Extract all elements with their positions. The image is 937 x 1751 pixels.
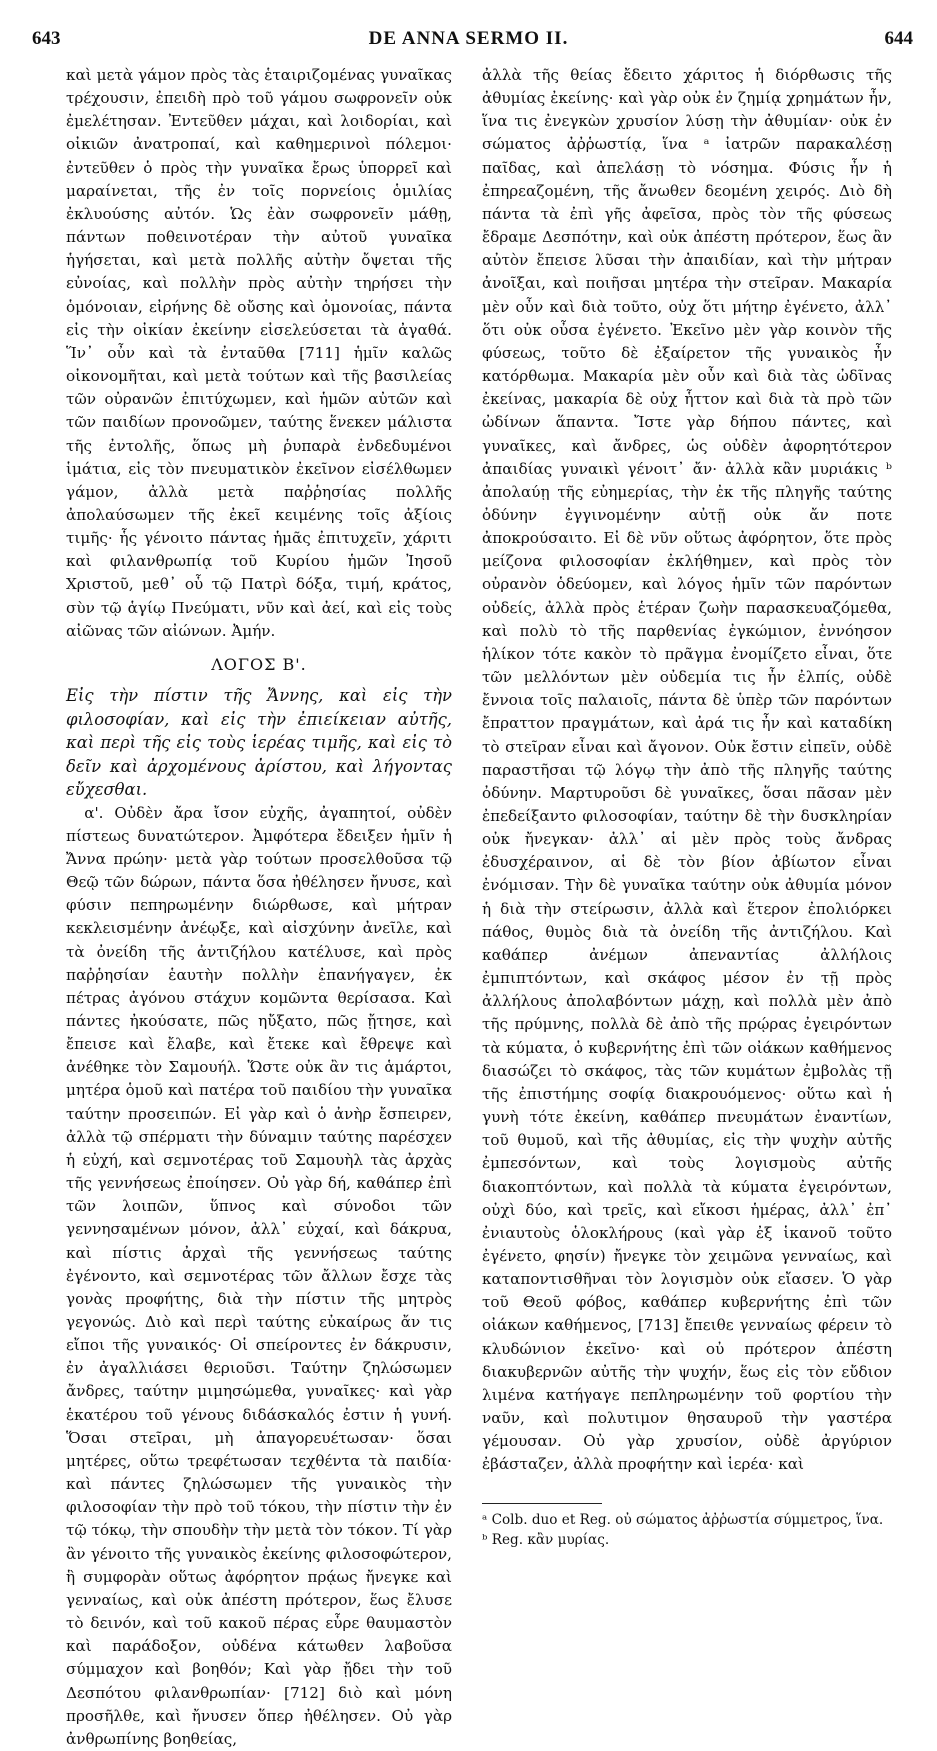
footnote-divider: [482, 1503, 602, 1504]
page-number-left: 643: [32, 28, 61, 49]
body-paragraph: α'. Οὐδὲν ἄρα ἴσον εὐχῆς, ἀγαπητοί, οὐδὲν πίστεως δυνατώτερον. Ἀμφότερα ἔδειξεν ἡμῖν ἡ Ἄννα πρώην· μετὰ γὰρ τούτων προσελθοῦσα τῷ Θεῷ τῶν δώρων, πάντα ὅσα ἠθέλησεν ἤνυσε, καὶ φύσιν πεπηρωμένην διώρθωσε, καὶ μήτραν κεκλεισμένην ἀνέῳξε, καὶ αἰσχύνην ἀνεῖλε, καὶ τὰ ὀνείδη τῆς ἀντιζήλου κατέλυσε, καὶ πρὸς παῤῥησίαν ἑαυτὴν πολλὴν ἐπανήγαγεν, ἐκ πέτρας ἀγόνου στάχυν κομῶντα θερίσασα. Καὶ πάντες ἠκούσατε, πῶς ηὔξατο, πῶς ᾔτησε, καὶ ἔπεισε καὶ ἔλαβε, καὶ ἔτεκε καὶ ἔθρεψε καὶ ἀνέθηκε τὸν Σαμουήλ. Ὥστε οὐκ ἂν τις ἁμάρτοι, μητέρα ὁμοῦ καὶ πατέρα τοῦ παιδίου τὴν γυναῖκα ταύτην προσειπών. Εἰ γὰρ καὶ ὁ ἀνὴρ ἔσπειρεν, ἀλλὰ τῷ σπέρματι τὴν δύναμιν ταύτης παρέσχεν ἡ εὐχή, καὶ σεμνοτέρας τοῦ Σαμουὴλ τὰς ἀρχὰς τῆς γεννήσεως ἐποίησεν. Οὐ γὰρ δή, καθάπερ ἐπὶ τῶν λοιπῶν, ὕπνος καὶ σύνοδοι τῶν γεννησαμένων μόνον, ἀλλ᾽ εὐχαί, καὶ δάκρυα, καὶ πίστις ἀρχαὶ τῆς γεννήσεως ταύτης ἐγένοντο, καὶ σεμνοτέρας τῶν ἄλλων ἔσχε τὰς γονὰς προφήτης, διὰ τὴν πίστιν τῆς μητρὸς γεγονώς. Διὸ καὶ περὶ ταύτης εὐκαίρως ἄν τις εἴποι τῆς γυναικός· Οἱ σπείροντες ἐν δάκρυσιν, ἐν ἀγαλλιάσει θεριοῦσι. Ταύτην ζηλώσωμεν ἄνδρες, ταύτην μιμησώμεθα, γυναῖκες· καὶ γὰρ ἑκατέρου τοῦ γένους διδάσκαλός ἐστιν ἡ γυνή. Ὅσαι στεῖραι, μὴ ἀπαγορευέτωσαν· ὅσαι μητέρες, οὕτω τρεφέτωσαν τεχθέντα τὰ παιδία· καὶ πάντες ζηλώσωμεν τῆς γυναικὸς τὴν φιλοσοφίαν τὴν πρὸ τοῦ τόκου, τὴν πίστιν τὴν ἐν τῷ τόκῳ, τὴν σπουδὴν τὴν μετὰ τὸν τόκον. Τί γὰρ ἂν γένοιτο τῆς γυναικὸς ἐκείνης φιλοσοφώτερον, ἣ συμφορὰν οὕτως ἀφόρητον πρᾴως ἤνεγκε καὶ γενναίως, καὶ οὐκ ἀπέστη πρότερον, ἕως ἔλυσε τὸ δεινόν, καὶ τοῦ κακοῦ πέρας εὗρε θαυμαστὸν καὶ παράδοξον, οὐδένα κάτωθεν λαβοῦσα σύμμαχον καὶ βοηθόν; Καὶ γὰρ ᾔδει τὴν τοῦ Δεσπότου φιλανθρωπίαν· [712] διὸ καὶ μόνη προσῆλθε, καὶ ἤνυσεν ὅπερ ἠθέλησεν. Οὐ γὰρ ἀνθρωπίνης βοηθείας,: [66, 803, 452, 1748]
body-paragraph: ἀλλὰ τῆς θείας ἔδειτο χάριτος ἡ διόρθωσις τῆς ἀθυμίας ἐκείνης· καὶ γὰρ οὐκ ἐν ζημίᾳ χρημάτων ἦν, ἵνα τις ἐνεγκὼν χρυσίον λύσῃ τὴν ἀθυμίαν· οὐκ ἐν σώματος ἀῤῥωστίᾳ, ἵνα ᵃ ἰατρῶν παρακαλέσῃ παῖδας, καὶ ἀπελάσῃ τὸ νόσημα. Φύσις ἦν ἡ ἐπηρεαζομένη, τῆς ἄνωθεν δεομένη χειρός. Διὸ δὴ πάντα τὰ ἐπὶ γῆς ἀφεῖσα, πρὸς τὸν τῆς φύσεως ἔδραμε Δεσπότην, καὶ οὐκ ἀπέστη πρότερον, ἕως ἂν αὐτὸν ἔπεισε λῦσαι τὴν ἀπαιδίαν, καὶ τὴν μήτραν ἀνοῖξαι, καὶ ποιῆσαι μητέρα τὴν στεῖραν. Μακαρία μὲν οὖν καὶ διὰ τοῦτο, οὐχ ὅτι μήτηρ ἐγένετο, ἀλλ᾽ ὅτι οὐκ οὖσα ἐγένετο. Ἐκεῖνο μὲν γὰρ κοινὸν τῆς φύσεως, τοῦτο δὲ ἐξαίρετον τῆς γυναικὸς ἦν κατόρθωμα. Μακαρία μὲν οὖν καὶ διὰ τὰς ὠδῖνας ἐκείνας, μακαρία δὲ οὐχ ἧττον καὶ διὰ τὰ πρὸ τῶν ὠδίνων ἅπαντα. Ἴστε γὰρ δήπου πάντες, καὶ γυναῖκες, καὶ ἄνδρες, ὡς οὐδὲν ἀφορητότερον ἀπαιδίας γυναικὶ γένοιτ᾽ ἄν· ἀλλὰ κἂν μυριάκις ᵇ ἀπολαύῃ τῆς εὐημερίας, τὴν ἐκ τῆς πληγῆς ταύτης ὀδύνην ἐγγινομένην αὐτῇ οὐκ ἄν ποτε ἀποκρούσαιτο. Εἰ δὲ νῦν οὕτως ἀφόρητον, ὅτε πρὸς μείζονα φιλοσοφίαν ἐκλήθημεν, καὶ πρὸς τὸν οὐρανὸν ὁδεύομεν, καὶ λόγος ἡμῖν τῶν παρόντων οὐδείς, ἀλλὰ πρὸς ἑτέραν ζωὴν παρασκευαζόμεθα, καὶ πολὺ τὸ τῆς παρθενίας ἐγκώμιον, ἐννόησον ἡλίκον τότε κακὸν τὸ πρᾶγμα ἐνομίζετο εἶναι, ὅτε τῶν μελλόντων μὲν οὐδεμία τις ἦν ἐλπίς, οὐδὲ ἔννοια τοῖς παλαιοῖς, πάντα δὲ ὑπὲρ τῶν παρόντων ἔπραττον πραγμάτων, καὶ ἀρά τις ἦν καὶ καταδίκη τὸ στεῖραν εἶναι καὶ ἄγονον. Οὐκ ἔστιν εἰπεῖν, οὐδὲ παραστῆσαι τῷ λόγῳ τὴν ἀπὸ τῆς πληγῆς ταύτης ὀδύνην. Μαρτυροῦσι δὲ γυναῖκες, ὅσαι πᾶσαν μὲν ἐπεδείξαντο φιλοσοφίαν, ταύτην δὲ τὴν δυσκληρίαν οὐκ ἤνεγκαν· ἀλλ᾽ αἱ μὲν πρὸς τοὺς ἄνδρας ἐδυσχέραινον, αἱ δὲ τὸν βίον ἀβίωτον εἶναι ἐνόμισαν. Τὴν δὲ γυναῖκα ταύτην οὐκ ἀθυμία μόνον ἡ διὰ τὴν στείρωσιν, ἀλλὰ καὶ ἕτερον ἐπολιόρκει πάθος, θυμὸς διὰ τὰ ὀνείδη τῆς ἀντιζήλου. Καὶ καθάπερ ἀνέμων ἀπεναντίας ἀλλήλοις ἐμπιπτόντων, καὶ σκάφος μέσον ἐν τῇ πρὸς ἀλλήλους ἀπολαβόντων μάχῃ, καὶ πολλὰ μὲν ἀπὸ τῆς πρύμνης, πολλὰ δὲ ἀπὸ τῆς πρῴρας ἐγειρόντων τὰ κύματα, ὁ κυβερνήτης ἐπὶ τῶν οἰάκων καθήμενος διασώζει τὸ σκάφος, τὰς τῶν κυμάτων ἐμβολὰς τῇ τῆς ἐπιστήμης σοφίᾳ διακρουόμενος· οὕτω καὶ ἡ γυνὴ τότε ἐκείνη, καθάπερ πνευμάτων ἐναντίων, τοῦ θυμοῦ, καὶ τῆς ἀθυμίας, εἰς τὴν ψυχὴν αὐτῆς ἐμπεσόντων, καὶ τοὺς λογισμοὺς αὐτῆς διακοπτόντων, καὶ πολλὰ τὰ κύματα ἐγειρόντων, οὐχὶ δύο, καὶ τρεῖς, καὶ εἴκοσι ἡμέρας, ἀλλ᾽ ἐπ᾽ ἐνιαυτοὺς ὁλοκλήρους (καὶ γὰρ ἐξ ἱκανοῦ τοῦτο ἐγένετο, φησίν) ἤνεγκε τὸν χειμῶνα γενναίως, καὶ καταποντισθῆναι τὸν λογισμὸν οὐκ εἴασεν. Ὁ γὰρ τοῦ Θεοῦ φόβος, καθάπερ κυβερνήτης ἐπὶ τῶν οἰάκων καθήμενος, [713] ἔπειθε γενναίως φέρειν τὸ κλυδώνιον ἐκεῖνο· καὶ οὐ πρότερον ἀπέστη διακυβερνῶν αὐτῆς τὴν ψυχήν, ἕως εἰς τὸν εὔδιον λιμένα κατήγαγε πεπληρωμένην τοῦ φορτίου τὴν ναῦν, καὶ πολυτιμον θησαυροῦ τὴν γαστέρα γέμουσαν. Οὐ γὰρ χρυσίον, οὐδὲ ἀργύριον ἐβάσταζεν, ἀλλὰ προφήτην καὶ ἱερέα· καὶ: [482, 66, 892, 1474]
body-paragraph: καὶ μετὰ γάμον πρὸς τὰς ἑταιριζομένας γυναῖκας τρέχουσιν, ἐπειδὴ πρὸ τοῦ γάμου σωφρονεῖν οὐκ ἐμελέτησαν. Ἐντεῦθεν μάχαι, καὶ λοιδορίαι, καὶ οἰκιῶν ἀνατροπαί, καὶ καθημερινοὶ πόλεμοι· ἐντεῦθεν ὁ πρὸς τὴν γυναῖκα ἔρως ὑπορρεῖ καὶ μαραίνεται, τῆς ἐν τοῖς πορνείοις ὁμιλίας ἐκλυούσης αὐτόν. Ὡς ἐὰν σωφρονεῖν μάθῃ, πάντων ποθεινοτέραν τὴν αὐτοῦ γυναῖκα ἡγήσεται, καὶ μετὰ πολλῆς αὐτὴν ὄψεται τῆς εὐνοίας, καὶ πολλὴν πρὸς αὐτὴν τηρήσει τὴν ὁμόνοιαν, εἰρήνης δὲ οὔσης καὶ ὁμονοίας, πάντα εἰς τὴν οἰκίαν ἐκείνην εἰσελεύσεται τὰ ἀγαθά. Ἵν᾽ οὖν καὶ τὰ ἐνταῦθα [711] ἡμῖν καλῶς οἰκονομῆται, καὶ μετὰ τούτων καὶ τῆς βασιλείας τῶν οὐρανῶν ἐπιτύχωμεν, καὶ ἡμῶν αὐτῶν καὶ τῶν παιδίων προνοῶμεν, ταύτης ἕνεκεν μάλιστα τῆς ἐντολῆς, ὅπως μὴ ῥυπαρὰ ἐνδεδυμένοι ἱμάτια, εἰς τὸν πνευματικὸν ἐκεῖνον εἰσέλθωμεν γάμον, ἀλλὰ μετὰ παῤῥησίας πολλῆς ἀπολαύσωμεν τῆς ἐκεῖ κειμένης τοῖς ἀξίοις τιμῆς· ἧς γένοιτο πάντας ἡμᾶς ἐπιτυχεῖν, χάριτι καὶ φιλανθρωπίᾳ τοῦ Κυρίου ἡμῶν Ἰησοῦ Χριστοῦ, μεθ᾽ οὗ τῷ Πατρὶ δόξα, τιμή, κράτος, σὺν τῷ ἁγίῳ Πνεύματι, νῦν καὶ ἀεί, καὶ εἰς τοὺς αἰῶνας τῶν αἰώνων. Ἀμήν.: [66, 66, 452, 640]
section-subtitle: Εἰς τὴν πίστιν τῆς Ἄννης, καὶ εἰς τὴν φιλοσοφίαν, καὶ εἰς τὴν ἐπιείκειαν αὐτῆς, καὶ περὶ τῆς εἰς τοὺς ἱερέας τιμῆς, καὶ εἰς τὸ δεῖν καὶ ἀρχομένους ἀρίστου, καὶ λήγοντας εὔχεσθαι.: [66, 686, 452, 800]
page-header: [22, 28, 915, 54]
left-column: [66, 64, 452, 1751]
section-title: ΛΟΓΟΣ Β'.: [211, 654, 307, 674]
page-number-right: 644: [884, 28, 913, 49]
footnote-a: ᵃ Colb. duo et Reg. οὐ σώματος ἀῤῥωστία σύμμετρος, ἵνα.: [482, 1511, 884, 1528]
footnote-b: ᵇ Reg. κἂν μυρίας.: [482, 1531, 610, 1548]
running-title: DE ANNA SERMO II.: [368, 28, 569, 49]
right-column: [482, 64, 892, 1550]
